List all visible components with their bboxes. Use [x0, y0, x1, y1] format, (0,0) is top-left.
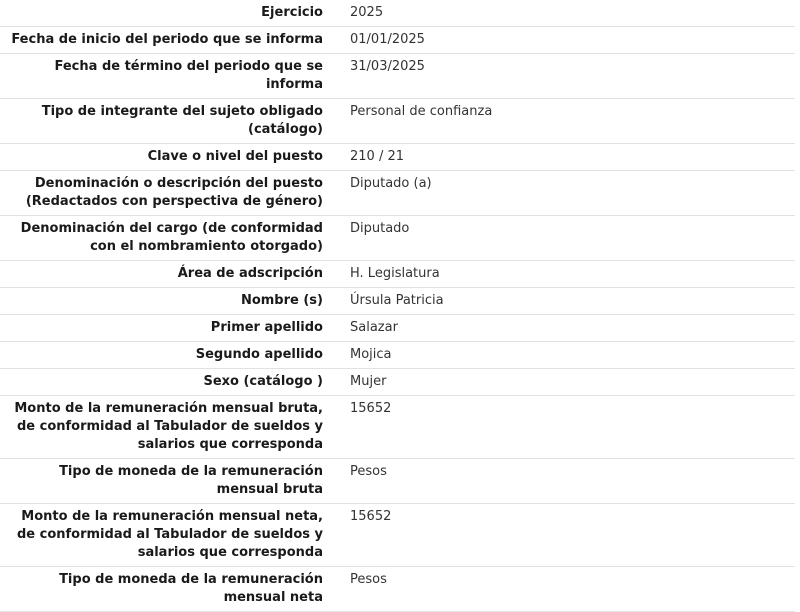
table-row: [0, 396, 795, 459]
row-value-fecha-termino: 31/03/2025: [350, 54, 795, 99]
row-label-denominacion-puesto: Denominación o descripción del puesto (Redactados con perspectiva de género): [0, 171, 323, 216]
table-row: [0, 504, 795, 567]
row-label-sexo: Sexo (catálogo ): [0, 369, 323, 396]
row-label-moneda-bruta: Tipo de moneda de la remuneración mensual bruta: [0, 459, 323, 504]
table-row: [0, 342, 795, 369]
table-row: [0, 459, 795, 504]
row-label-ejercicio: Ejercicio: [0, 0, 323, 27]
row-label-primer-apellido: Primer apellido: [0, 315, 323, 342]
table-row: [0, 27, 795, 54]
row-value-clave-puesto: 210 / 21: [350, 144, 795, 171]
row-value-monto-bruta: 15652: [350, 396, 795, 459]
row-value-monto-neta: 15652: [350, 504, 795, 567]
row-value-denominacion-cargo: Diputado: [350, 216, 795, 261]
row-label-nombre: Nombre (s): [0, 288, 323, 315]
table-row: [0, 0, 795, 27]
row-label-area-adscripcion: Área de adscripción: [0, 261, 323, 288]
row-value-area-adscripcion: H. Legislatura: [350, 261, 795, 288]
row-value-fecha-inicio: 01/01/2025: [350, 27, 795, 54]
table-row: [0, 54, 795, 99]
table-row: [0, 369, 795, 396]
row-label-denominacion-cargo: Denominación del cargo (de conformidad con el nombramiento otorgado): [0, 216, 323, 261]
row-value-ejercicio: 2025: [350, 0, 795, 27]
row-label-tipo-integrante: Tipo de integrante del sujeto obligado (catálogo): [0, 99, 323, 144]
row-label-fecha-inicio: Fecha de inicio del periodo que se informa: [0, 27, 323, 54]
row-value-nombre: Úrsula Patricia: [350, 288, 795, 315]
row-label-clave-puesto: Clave o nivel del puesto: [0, 144, 323, 171]
table-row: [0, 567, 795, 612]
row-label-monto-neta: Monto de la remuneración mensual neta, de conformidad al Tabulador de sueldos y salarios que corresponda: [0, 504, 323, 567]
row-value-denominacion-puesto: Diputado (a): [350, 171, 795, 216]
table-row: [0, 99, 795, 144]
row-value-moneda-neta: Pesos: [350, 567, 795, 612]
row-label-moneda-neta: Tipo de moneda de la remuneración mensual neta: [0, 567, 323, 612]
table-row: [0, 216, 795, 261]
row-label-monto-bruta: Monto de la remuneración mensual bruta, de conformidad al Tabulador de sueldos y salarios que corresponda: [0, 396, 323, 459]
table-row: [0, 261, 795, 288]
table-row: [0, 315, 795, 342]
row-label-fecha-termino: Fecha de término del periodo que se informa: [0, 54, 323, 99]
table-row: [0, 171, 795, 216]
row-value-segundo-apellido: Mojica: [350, 342, 795, 369]
row-value-moneda-bruta: Pesos: [350, 459, 795, 504]
table-row: [0, 288, 795, 315]
row-value-primer-apellido: Salazar: [350, 315, 795, 342]
row-value-sexo: Mujer: [350, 369, 795, 396]
row-value-tipo-integrante: Personal de confianza: [350, 99, 795, 144]
row-label-segundo-apellido: Segundo apellido: [0, 342, 323, 369]
table-row: [0, 144, 795, 171]
